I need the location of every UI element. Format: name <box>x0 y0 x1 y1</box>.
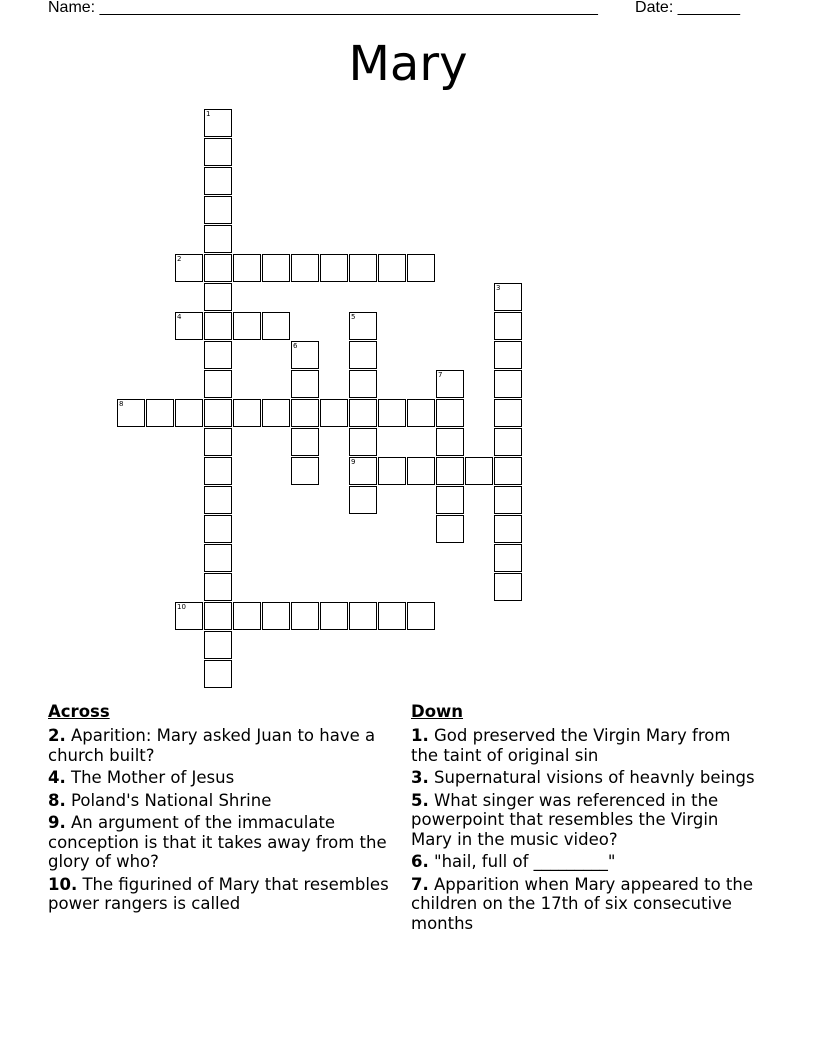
clue-number: 2. <box>48 726 66 745</box>
grid-cell[interactable] <box>349 486 377 514</box>
grid-cell[interactable] <box>320 399 348 427</box>
grid-cell[interactable] <box>291 341 319 369</box>
grid-cell[interactable] <box>436 486 464 514</box>
clue-number-label: 7 <box>438 371 443 379</box>
grid-cell[interactable] <box>262 254 290 282</box>
across-clues <box>48 702 393 917</box>
grid-cell[interactable] <box>494 312 522 340</box>
clue-number-label: 2 <box>177 255 182 263</box>
clue-text: An argument of the immaculate conception is that it takes away from the glory of who? <box>48 813 387 871</box>
date-field[interactable]: Date: _______ <box>635 0 740 16</box>
grid-cell[interactable] <box>204 457 232 485</box>
grid-cell[interactable] <box>494 573 522 601</box>
clue-text: God preserved the Virgin Mary from the taint of original sin <box>411 726 731 765</box>
across-clue <box>48 813 393 872</box>
clue-number-label: 4 <box>177 313 182 321</box>
grid-cell[interactable] <box>378 602 406 630</box>
across-clue <box>48 791 393 811</box>
clue-number: 4. <box>48 768 66 787</box>
grid-cell[interactable] <box>494 341 522 369</box>
clue-number-label: 3 <box>496 284 501 292</box>
grid-cell[interactable] <box>407 399 435 427</box>
grid-cell[interactable] <box>494 399 522 427</box>
clue-number-label: 9 <box>351 458 356 466</box>
clue-number-label: 5 <box>351 313 356 321</box>
grid-cell[interactable] <box>117 399 145 427</box>
grid-cell[interactable] <box>291 399 319 427</box>
down-clue <box>411 852 756 872</box>
grid-cell[interactable] <box>204 109 232 137</box>
grid-cell[interactable] <box>349 399 377 427</box>
across-clue <box>48 875 393 914</box>
grid-cell[interactable] <box>204 660 232 688</box>
down-clue <box>411 875 756 934</box>
across-clue <box>48 768 393 788</box>
grid-cell[interactable] <box>349 602 377 630</box>
grid-cell[interactable] <box>146 399 174 427</box>
clue-text: Poland's National Shrine <box>65 790 272 810</box>
grid-cell[interactable] <box>175 254 203 282</box>
clue-number-label: 1 <box>206 110 211 118</box>
grid-cell[interactable] <box>494 515 522 543</box>
clue-text: "hail, full of _________" <box>428 852 616 871</box>
clue-text: Aparition: Mary asked Juan to have a church built? <box>48 726 376 765</box>
grid-cell[interactable] <box>175 602 203 630</box>
grid-cell[interactable] <box>291 370 319 398</box>
grid-cell[interactable] <box>320 602 348 630</box>
clue-number-label: 8 <box>119 400 124 408</box>
clue-number-label: 6 <box>293 342 298 350</box>
grid-cell[interactable] <box>204 225 232 253</box>
grid-cell[interactable] <box>262 312 290 340</box>
clue-number: 5. <box>411 790 429 810</box>
clue-number: 6. <box>411 852 429 871</box>
grid-cell[interactable] <box>349 254 377 282</box>
name-field[interactable]: Name: ________________________________________________________ <box>48 0 598 16</box>
grid-cell[interactable] <box>407 602 435 630</box>
grid-cell[interactable] <box>349 370 377 398</box>
grid-cell[interactable] <box>204 341 232 369</box>
grid-cell[interactable] <box>175 312 203 340</box>
grid-cell[interactable] <box>204 631 232 659</box>
grid-cell[interactable] <box>204 312 232 340</box>
grid-cell[interactable] <box>494 428 522 456</box>
grid-cell[interactable] <box>349 428 377 456</box>
grid-cell[interactable] <box>465 457 493 485</box>
page-title: Mary <box>348 36 468 92</box>
grid-cell[interactable] <box>494 457 522 485</box>
clue-number: 1. <box>411 726 429 745</box>
grid-cell[interactable] <box>494 544 522 572</box>
grid-cell[interactable] <box>204 544 232 572</box>
down-clue <box>411 726 756 765</box>
grid-cell[interactable] <box>175 399 203 427</box>
grid-cell[interactable] <box>436 370 464 398</box>
grid-cell[interactable] <box>378 457 406 485</box>
clue-text: The figurined of Mary that resembles power rangers is called <box>48 874 389 913</box>
grid-cell[interactable] <box>204 254 232 282</box>
grid-cell[interactable] <box>204 167 232 195</box>
grid-cell[interactable] <box>349 457 377 485</box>
clue-number: 9. <box>48 813 66 832</box>
across-clue <box>48 726 393 765</box>
grid-cell[interactable] <box>291 602 319 630</box>
grid-cell[interactable] <box>204 573 232 601</box>
clue-text: What singer was referenced in the powerpoint that resembles the Virgin Mary in the music video? <box>411 790 719 849</box>
grid-cell[interactable] <box>204 428 232 456</box>
grid-cell[interactable] <box>204 399 232 427</box>
grid-cell[interactable] <box>233 399 261 427</box>
grid-cell[interactable] <box>233 312 261 340</box>
grid-cell[interactable] <box>494 370 522 398</box>
grid-cell[interactable] <box>204 370 232 398</box>
grid-cell[interactable] <box>204 602 232 630</box>
grid-cell[interactable] <box>291 457 319 485</box>
grid-cell[interactable] <box>204 515 232 543</box>
down-clues <box>411 702 756 936</box>
down-clue <box>411 791 756 850</box>
grid-cell[interactable] <box>436 428 464 456</box>
grid-cell[interactable] <box>291 254 319 282</box>
grid-cell[interactable] <box>436 457 464 485</box>
grid-cell[interactable] <box>494 283 522 311</box>
clue-number: 3. <box>411 768 429 787</box>
across-heading: Across <box>48 702 110 721</box>
grid-cell[interactable] <box>291 428 319 456</box>
grid-cell[interactable] <box>204 486 232 514</box>
grid-cell[interactable] <box>378 254 406 282</box>
grid-cell[interactable] <box>233 602 261 630</box>
clue-text: Apparition when Mary appeared to the children on the 17th of six consecutive months <box>411 874 754 933</box>
grid-cell[interactable] <box>204 283 232 311</box>
clue-text: Supernatural visions of heavnly beings <box>428 768 755 787</box>
down-clue <box>411 768 756 788</box>
grid-cell[interactable] <box>204 138 232 166</box>
grid-cell[interactable] <box>233 254 261 282</box>
grid-cell[interactable] <box>494 486 522 514</box>
grid-cell[interactable] <box>262 602 290 630</box>
grid-cell[interactable] <box>407 254 435 282</box>
grid-cell[interactable] <box>349 341 377 369</box>
grid-cell[interactable] <box>436 399 464 427</box>
grid-cell[interactable] <box>320 254 348 282</box>
grid-cell[interactable] <box>262 399 290 427</box>
clue-number: 8. <box>48 790 66 810</box>
grid-cell[interactable] <box>204 196 232 224</box>
grid-cell[interactable] <box>436 515 464 543</box>
grid-cell[interactable] <box>407 457 435 485</box>
grid-cell[interactable] <box>349 312 377 340</box>
clue-number-label: 10 <box>177 603 186 611</box>
grid-cell[interactable] <box>378 399 406 427</box>
clue-number: 10. <box>48 874 78 894</box>
clue-number: 7. <box>411 874 429 894</box>
down-heading: Down <box>411 702 464 721</box>
clue-text: The Mother of Jesus <box>65 768 235 787</box>
